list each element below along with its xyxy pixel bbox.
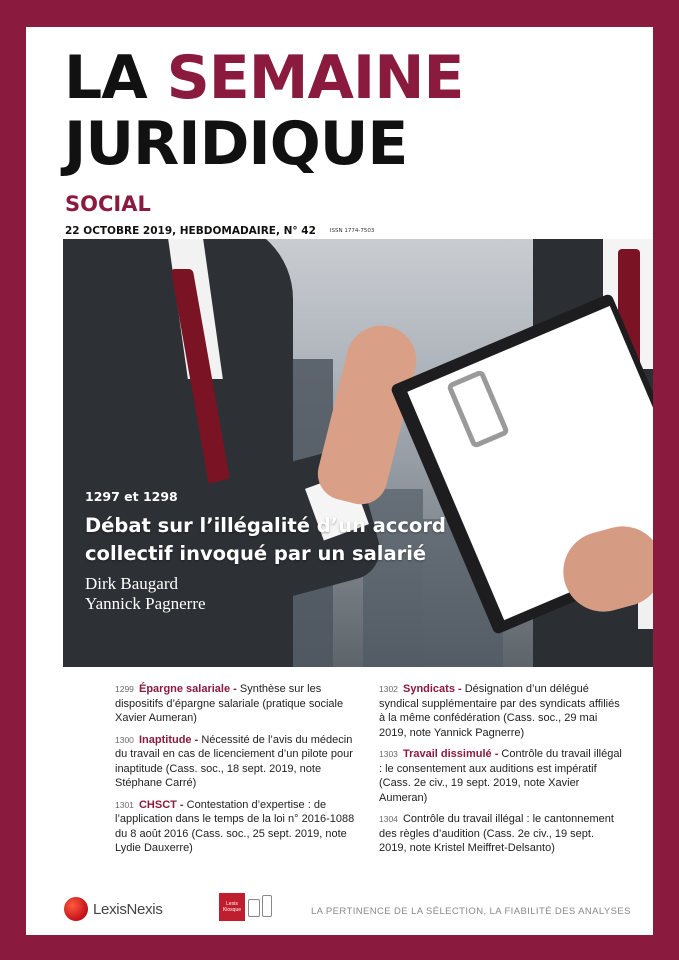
item-number: 1303 [379, 749, 398, 759]
feature-author-2: Yannick Pagnerre [85, 594, 206, 613]
feature-block [85, 489, 446, 614]
summary-item [379, 682, 624, 740]
item-separator: - [454, 683, 465, 695]
item-keyword: Inaptitude [138, 733, 192, 746]
item-text: Contestation d’expertise : de l’application dans le temps de la loi n° 2016-1088 du 8 août 2016 (Cass. soc., 25 sept. 2019, note Lydie Dauxerre) [115, 798, 355, 854]
lexisnexis-logo [64, 897, 163, 921]
tagline: LA PERTINENCE DE LA SÉLECTION, LA FIABILITÉ DES ANALYSES [311, 906, 631, 917]
item-number: 1302 [379, 684, 398, 694]
cover-page [26, 27, 653, 935]
item-text: Synthèse sur les dispositifs d’épargne salariale (pratique sociale Xavier Aumeran) [115, 683, 344, 724]
item-text: Contrôle du travail illégal : le cantonnement des règles d’audition (Cass. 2e civ., 19 sept. 2019, note Kristel Meiffret-Delsanto) [379, 813, 614, 854]
masthead-semaine: SEMAINE [166, 43, 464, 113]
masthead-juridique: JURIDIQUE [64, 109, 408, 179]
masthead-la: LA [64, 43, 167, 113]
feature-numbers: 1297 et 1298 [85, 489, 178, 504]
summary-item [115, 798, 360, 856]
item-number: 1301 [115, 799, 134, 810]
item-text: Désignation d’un délégué syndical supplémentaire par des syndicats affiliés à la même confédération (Cass. soc., 29 mai 2019, note Yannick Pagnerre) [379, 683, 620, 739]
item-text: Contrôle du travail illégal : le consentement aux auditions est impératif (Cass. 2e civ., 19 sept. 2019, note Xavier Aumeran) [379, 748, 622, 804]
item-separator: - [230, 683, 240, 695]
item-number: 1300 [115, 734, 134, 745]
item-separator: - [191, 733, 202, 746]
issn: ISSN 1774-7503 [329, 228, 375, 234]
item-separator: - [491, 748, 502, 760]
dateline [65, 225, 374, 237]
summary-column-left [115, 682, 360, 863]
summary-column-right [379, 682, 624, 863]
feature-title-line1: Débat sur l’illégalité d’un accord [85, 514, 446, 537]
masthead [64, 45, 463, 177]
item-keyword: CHSCT [138, 798, 177, 811]
summary-item [115, 682, 360, 726]
globe-icon [64, 897, 88, 921]
kiosque-icon: Lexis Kiosque [219, 893, 245, 921]
item-keyword: Travail dissimulé [402, 748, 492, 760]
item-keyword: Épargne salariale [138, 683, 231, 695]
devices-icon [248, 895, 274, 921]
item-number: 1299 [115, 684, 134, 694]
phone-icon [262, 895, 272, 917]
masthead-line1 [64, 45, 463, 111]
item-text: Nécessité de l’avis du médecin du travail en cas de licenciement d’un pilote pour inaptitude (Cass. soc., 18 sept. 2019, note Stéphane Carré) [115, 733, 353, 789]
item-separator: - [176, 798, 187, 811]
section-label: SOCIAL [65, 192, 151, 216]
item-number: 1304 [379, 814, 398, 824]
summary-item [379, 747, 624, 805]
feature-author-1: Dirk Baugard [85, 574, 179, 593]
tablet-icon [248, 899, 260, 917]
item-keyword: Syndicats [402, 683, 455, 695]
issue-date: 22 OCTOBRE 2019, HEBDOMADAIRE, N° 42 [65, 225, 316, 237]
summary-item [115, 733, 360, 791]
publisher-name: LexisNexis [93, 900, 163, 918]
summary-item [379, 812, 624, 856]
feature-title-line2: collectif invoqué par un salarié [85, 542, 427, 565]
